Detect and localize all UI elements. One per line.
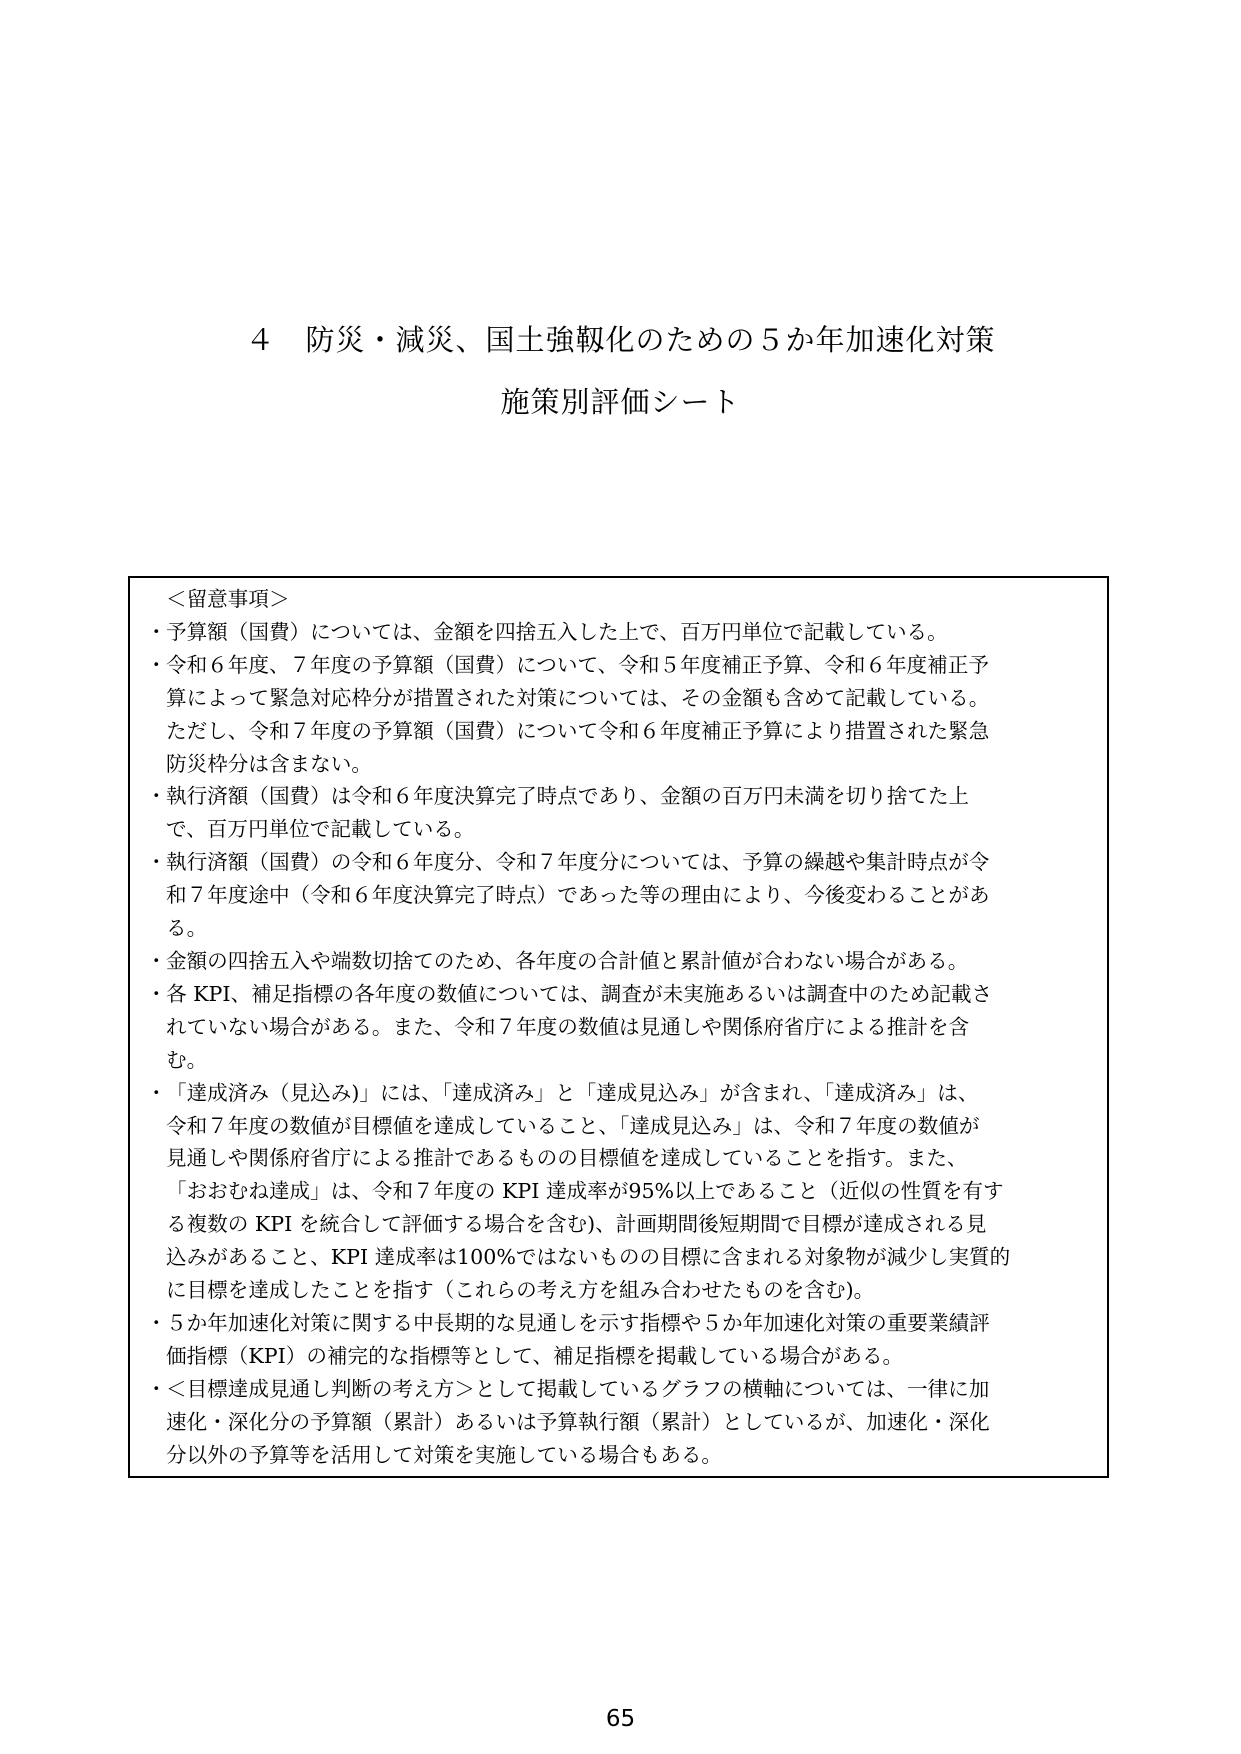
note-line: 令和７年度の数値が目標値を達成していること、「達成見込み」は、令和７年度の数値が — [166, 1113, 980, 1138]
note-text — [166, 780, 1093, 846]
note-text — [166, 616, 1093, 649]
note-text — [166, 1307, 1093, 1373]
note-item — [146, 1077, 1093, 1307]
bullet: ・ — [146, 850, 167, 875]
note-line: 予算額（国費）については、金額を四捨五入した上で、百万円単位で記載している。 — [166, 619, 948, 644]
note-line: 算によって緊急対応枠分が措置された対策については、その金額も含めて記載している。 — [166, 685, 990, 710]
note-line: る複数の KPI を統合して評価する場合を含む)、計画期間後短期間で目標が達成される見 — [166, 1212, 987, 1237]
note-line: ただし、令和７年度の予算額（国費）について令和６年度補正予算により措置された緊急 — [166, 718, 990, 743]
note-line: に目標を達成したことを指す（これらの考え方を組み合わせたものを含む)。 — [166, 1278, 875, 1303]
note-line: 金額の四捨五入や端数切捨てのため、各年度の合計値と累計値が合わない場合がある。 — [166, 948, 969, 973]
note-item — [146, 649, 1093, 781]
note-text — [166, 1373, 1093, 1472]
bullet: ・ — [146, 784, 167, 809]
note-text — [166, 945, 1093, 978]
note-item — [146, 1373, 1093, 1472]
note-line: る。 — [166, 916, 208, 941]
note-line: 令和６年度、７年度の予算額（国費）について、令和５年度補正予算、令和６年度補正予 — [166, 652, 989, 677]
note-line: ５か年加速化対策に関する中長期的な見通しを示す指標や５か年加速化対策の重要業績評 — [166, 1310, 990, 1335]
note-line: れていない場合がある。また、令和７年度の数値は見通しや関係府省庁による推計を含 — [166, 1014, 970, 1039]
note-text — [166, 846, 1093, 945]
note-text — [166, 649, 1093, 781]
note-line: 防災枠分は含まない。 — [166, 751, 372, 776]
note-line: 各 KPI、補足指標の各年度の数値については、調査が未実施あるいは調査中のため記載さ — [166, 981, 993, 1006]
page-title: ４ 防災・減災、国土強靱化のための５か年加速化対策 — [245, 323, 996, 357]
note-line: 「達成済み（見込み)」には、「達成済み」と「達成見込み」が含まれ、「達成済み」は、 — [166, 1080, 979, 1105]
notes-box — [128, 576, 1109, 1478]
note-line: 和７年度途中（令和６年度決算完了時点）であった等の理由により、今後変わることがあ — [166, 883, 990, 908]
notes-heading: ＜留意事項＞ — [166, 587, 290, 611]
bullet: ・ — [146, 981, 167, 1006]
note-item — [146, 616, 1093, 649]
note-line: 価指標（KPI）の補完的な指標等として、補足指標を掲載している場合がある。 — [166, 1343, 904, 1368]
note-text — [166, 978, 1093, 1077]
note-line: 見通しや関係府省庁による推計であるものの目標値を達成していることを指す。また、 — [166, 1146, 968, 1171]
page-subtitle: 施策別評価シート — [500, 385, 741, 419]
note-line: 「おおむね達成」は、令和７年度の KPI 達成率が95%以上であること（近似の性質を有す — [166, 1179, 1004, 1204]
note-line: で、百万円単位で記載している。 — [166, 817, 475, 842]
bullet: ・ — [146, 1080, 167, 1105]
note-line: ＜目標達成見通し判断の考え方＞として掲載しているグラフの横軸については、一律に加 — [166, 1376, 990, 1401]
note-text — [166, 1077, 1093, 1307]
note-line: 速化・深化分の予算額（累計）あるいは予算執行額（累計）としているが、加速化・深化 — [166, 1409, 990, 1434]
note-item — [146, 780, 1093, 846]
note-line: 執行済額（国費）の令和６年度分、令和７年度分については、予算の繰越や集計時点が令 — [166, 850, 990, 875]
bullet: ・ — [146, 619, 167, 644]
page-number: 65 — [605, 1706, 636, 1732]
note-item — [146, 846, 1093, 945]
note-item — [146, 945, 1093, 978]
note-line: 分以外の予算等を活用して対策を実施している場合もある。 — [166, 1442, 723, 1467]
bullet: ・ — [146, 1376, 167, 1401]
note-item — [146, 1307, 1093, 1373]
bullet: ・ — [146, 1310, 167, 1335]
note-line: 込みがあること、KPI 達成率は100%ではないものの目標に含まれる対象物が減少し実質的 — [166, 1245, 1011, 1270]
bullet: ・ — [146, 948, 167, 973]
note-line: む。 — [166, 1047, 208, 1072]
note-line: 執行済額（国費）は令和６年度決算完了時点であり、金額の百万円未満を切り捨てた上 — [166, 784, 970, 809]
note-item — [146, 978, 1093, 1077]
bullet: ・ — [146, 652, 167, 677]
